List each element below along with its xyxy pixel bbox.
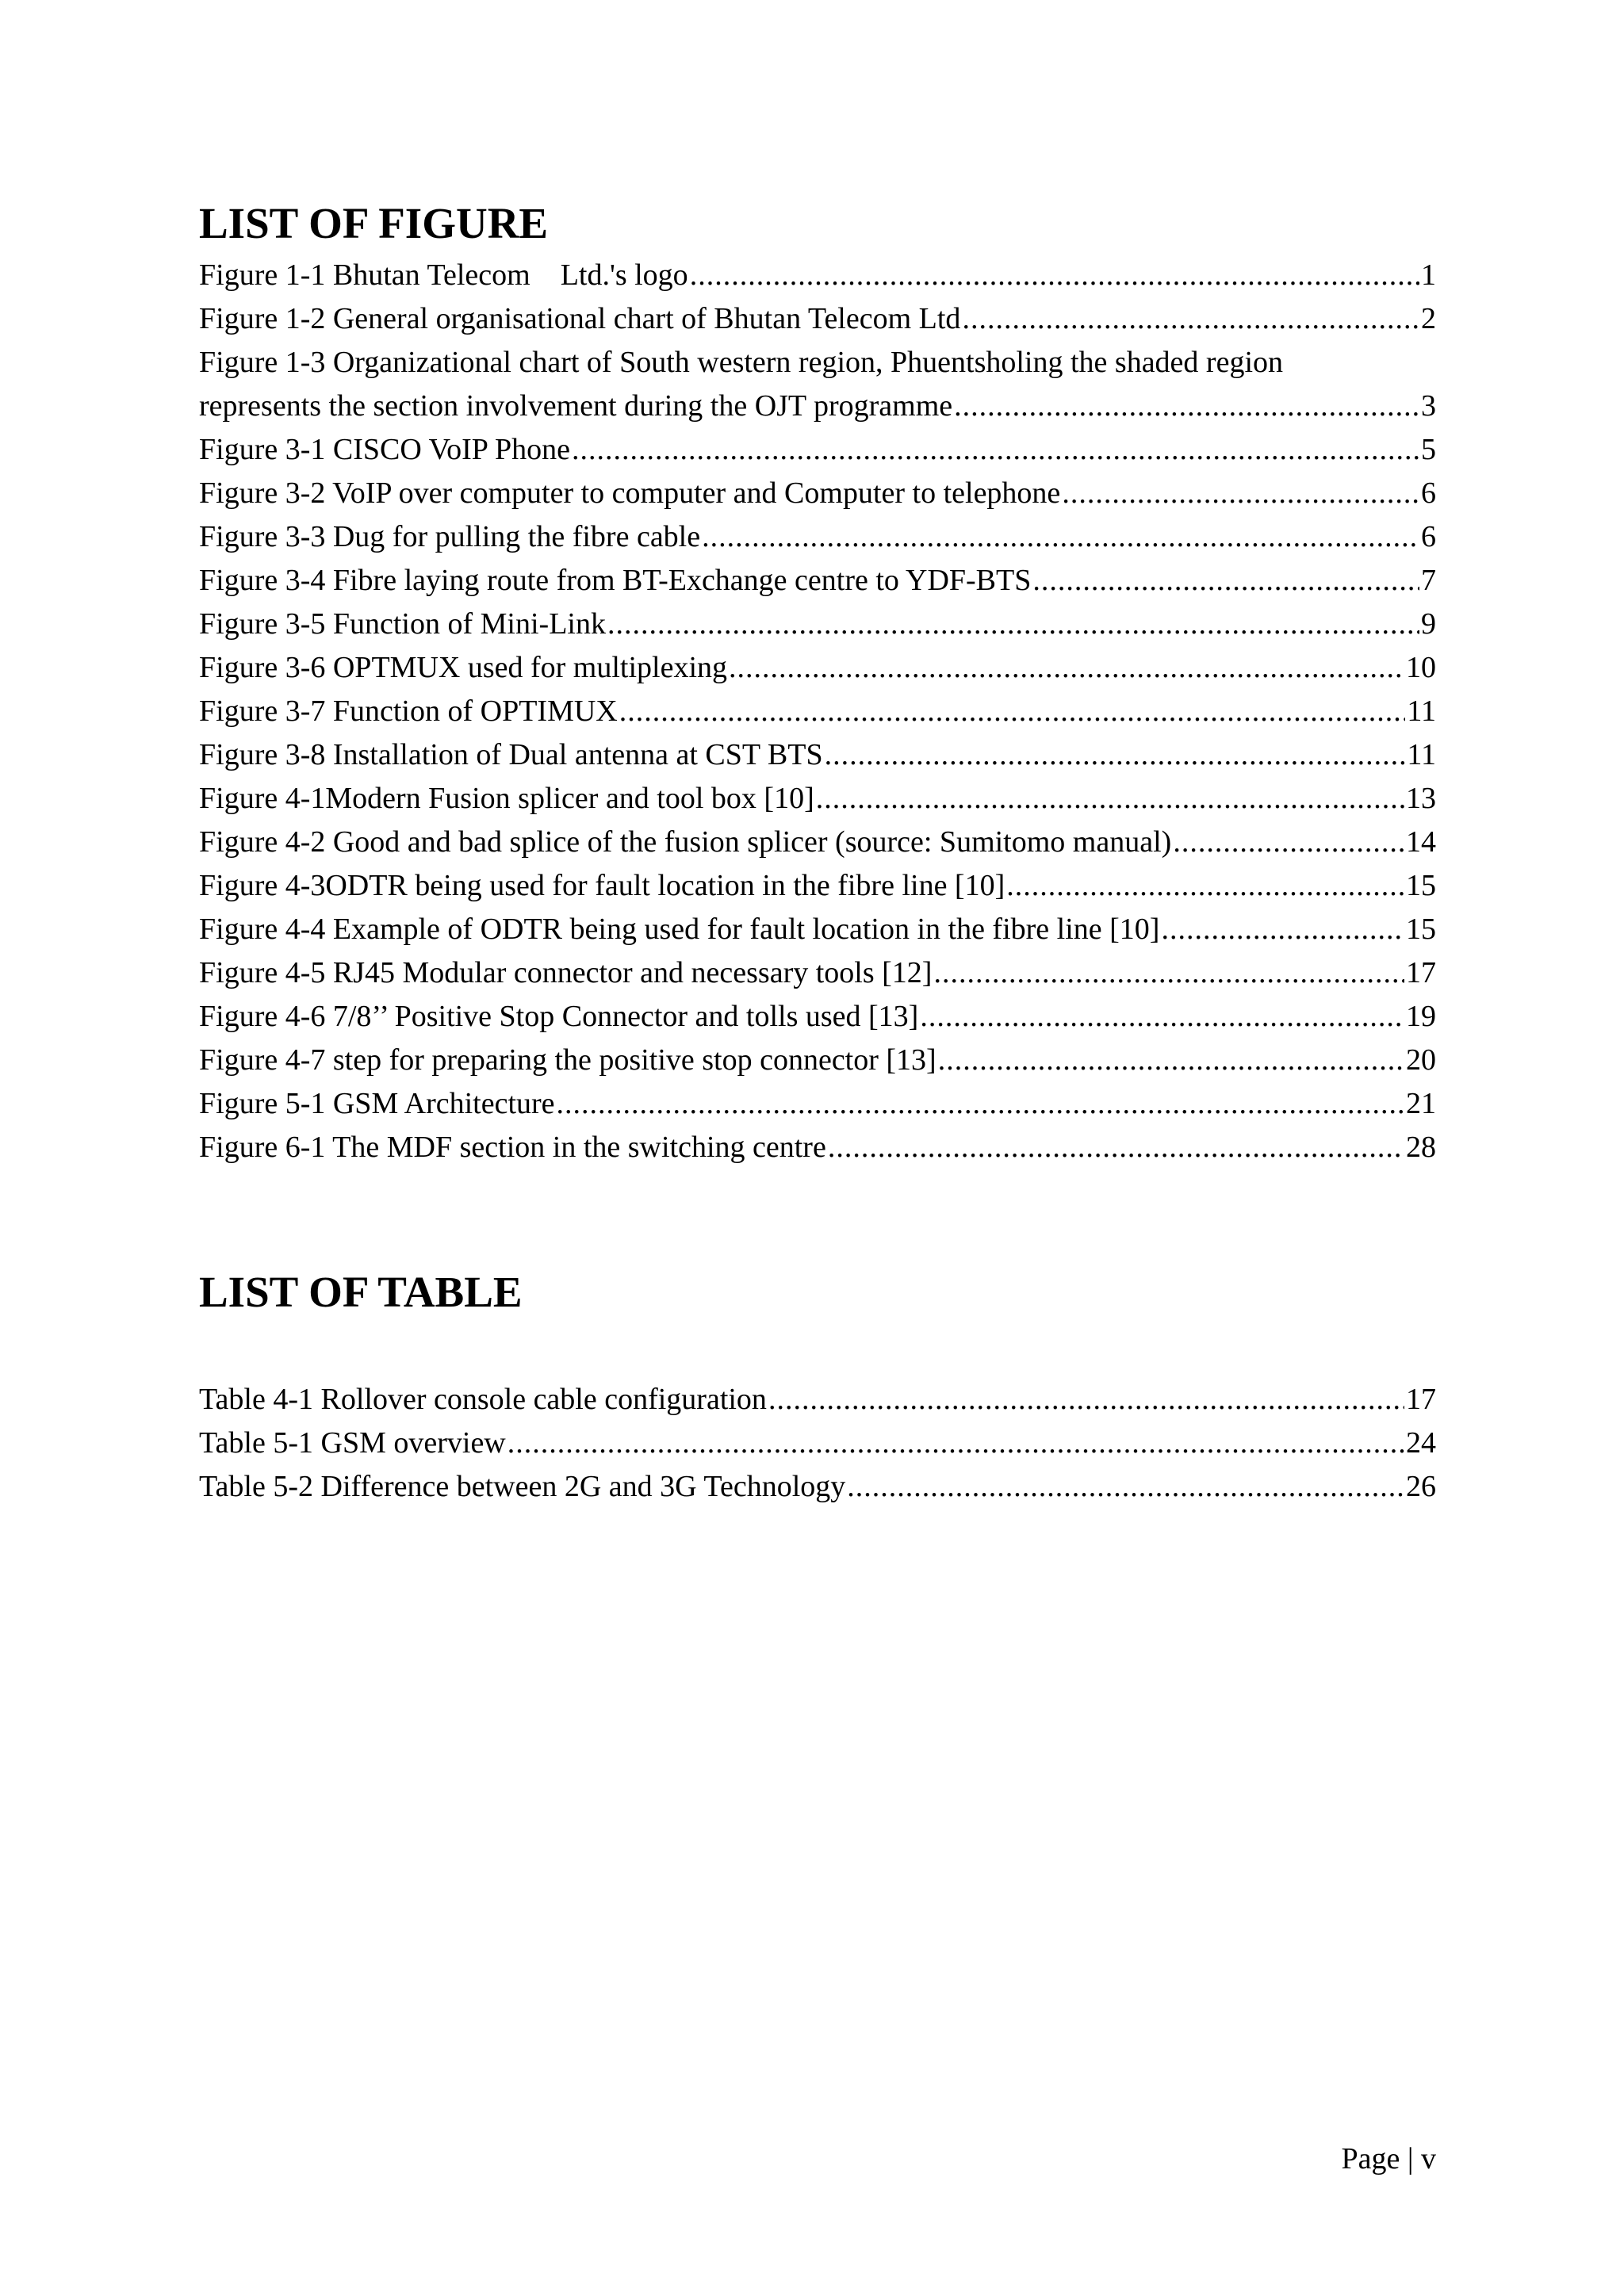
- figure-entry-title: Figure 4-1Modern Fusion splicer and tool box [10]: [199, 782, 814, 815]
- dot-leader: [825, 733, 1406, 777]
- figure-entry[interactable]: [199, 297, 1436, 341]
- figure-entry[interactable]: [199, 254, 1436, 297]
- figure-entry-page: 21: [1406, 1087, 1436, 1120]
- figure-entry-page: 2: [1421, 302, 1436, 335]
- figure-entry-title: Figure 3-2 VoIP over computer to computer and Computer to telephone: [199, 476, 1061, 510]
- document-page: [199, 0, 1436, 2296]
- dot-leader: [690, 254, 1419, 297]
- figure-entry-page: 15: [1406, 913, 1436, 946]
- figure-entry[interactable]: [199, 864, 1436, 908]
- figure-entry[interactable]: [199, 1082, 1436, 1126]
- dot-leader: [847, 1465, 1404, 1509]
- figure-entry[interactable]: [199, 995, 1436, 1039]
- figure-entry-page: 19: [1406, 1000, 1436, 1033]
- figure-entry-page: 14: [1406, 825, 1436, 859]
- figure-entry[interactable]: [199, 951, 1436, 995]
- figure-entry[interactable]: [199, 428, 1436, 472]
- table-entry[interactable]: [199, 1378, 1436, 1422]
- list-of-figures-heading: LIST OF FIGURE: [199, 199, 549, 247]
- table-entry-title: Table 5-1 GSM overview: [199, 1426, 506, 1460]
- figure-entry-title: Figure 4-3ODTR being used for fault location in the fibre line [10]: [199, 869, 1005, 902]
- table-entry-title: Table 4-1 Rollover console cable configuration: [199, 1383, 767, 1416]
- figure-entry-page: 6: [1421, 476, 1436, 510]
- figure-entry-title: Figure 4-4 Example of ODTR being used for fault location in the fibre line [10]: [199, 913, 1160, 946]
- figure-entry-page: 28: [1406, 1131, 1436, 1164]
- figure-entry[interactable]: [199, 1126, 1436, 1169]
- dot-leader: [729, 646, 1404, 690]
- dot-leader: [816, 777, 1404, 821]
- table-entry[interactable]: [199, 1422, 1436, 1465]
- dot-leader: [962, 297, 1419, 341]
- figure-entry-title: Figure 6-1 The MDF section in the switching centre: [199, 1131, 826, 1164]
- dot-leader: [768, 1378, 1404, 1422]
- figure-entry-title-line1: Figure 1-3 Organizational chart of South western region, Phuentsholing the shaded region: [199, 346, 1283, 379]
- list-of-tables-heading: LIST OF TABLE: [199, 1268, 523, 1316]
- dot-leader: [1173, 821, 1404, 864]
- figure-entry[interactable]: [199, 821, 1436, 864]
- page-number-footer: Page | v: [1341, 2142, 1436, 2175]
- figure-entry-title: Figure 3-1 CISCO VoIP Phone: [199, 433, 571, 466]
- figure-entry-title: Figure 4-5 RJ45 Modular connector and necessary tools [12]: [199, 956, 933, 989]
- figure-entry[interactable]: [199, 603, 1436, 646]
- figure-entry-title: Figure 3-6 OPTMUX used for multiplexing: [199, 651, 728, 684]
- figure-entry[interactable]: [199, 1039, 1436, 1082]
- figure-entry-page: 15: [1406, 869, 1436, 902]
- figure-entry-title: Figure 3-7 Function of OPTIMUX: [199, 695, 618, 728]
- figure-entry-page: 20: [1406, 1043, 1436, 1077]
- figure-entry-page: 9: [1421, 607, 1436, 641]
- figure-entry-page: 11: [1407, 695, 1436, 728]
- figure-entry-title: Figure 1-1 Bhutan Telecom Ltd.'s logo: [199, 258, 688, 292]
- table-entry-page: 26: [1406, 1470, 1436, 1503]
- figure-entry-page: 7: [1421, 564, 1436, 597]
- figure-entry[interactable]: [199, 733, 1436, 777]
- dot-leader: [828, 1126, 1404, 1169]
- dot-leader: [557, 1082, 1404, 1126]
- figure-entry[interactable]: [199, 690, 1436, 733]
- figure-entry-title-line2: represents the section involvement during the OJT programme: [199, 389, 953, 423]
- dot-leader: [933, 951, 1404, 995]
- figure-entry-page: 10: [1406, 651, 1436, 684]
- dot-leader: [938, 1039, 1404, 1082]
- figure-entry[interactable]: [199, 559, 1436, 603]
- dot-leader: [954, 385, 1419, 428]
- figure-entry-page: 13: [1406, 782, 1436, 815]
- figure-entry[interactable]: [199, 646, 1436, 690]
- figure-entry[interactable]: [199, 341, 1436, 428]
- figure-entry-title: Figure 3-4 Fibre laying route from BT-Exchange centre to YDF-BTS: [199, 564, 1032, 597]
- figure-entry-page: 5: [1421, 433, 1436, 466]
- figure-entry-page: 1: [1421, 258, 1436, 292]
- figure-entry-title: Figure 3-5 Function of Mini-Link: [199, 607, 606, 641]
- list-of-figures: [199, 254, 1436, 1169]
- table-entry-title: Table 5-2 Difference between 2G and 3G Technology: [199, 1470, 846, 1503]
- table-entry-page: 24: [1406, 1426, 1436, 1460]
- figure-entry-title: Figure 5-1 GSM Architecture: [199, 1087, 555, 1120]
- dot-leader: [1006, 864, 1404, 908]
- dot-leader: [607, 603, 1419, 646]
- dot-leader: [1062, 472, 1419, 515]
- dot-leader: [1161, 908, 1404, 951]
- list-of-tables: [199, 1378, 1436, 1509]
- dot-leader: [920, 995, 1404, 1039]
- figure-entry-title: Figure 4-2 Good and bad splice of the fusion splicer (source: Sumitomo manual): [199, 825, 1172, 859]
- figure-entry-title: Figure 3-8 Installation of Dual antenna at CST BTS: [199, 738, 823, 771]
- dot-leader: [702, 515, 1419, 559]
- figure-entry-title: Figure 3-3 Dug for pulling the fibre cable: [199, 520, 701, 553]
- figure-entry-second-line: [199, 385, 1436, 428]
- figure-entry-page: 17: [1406, 956, 1436, 989]
- figure-entry-page: 11: [1407, 738, 1436, 771]
- dot-leader: [619, 690, 1406, 733]
- figure-entry[interactable]: [199, 908, 1436, 951]
- dot-leader: [1032, 559, 1419, 603]
- figure-entry[interactable]: [199, 472, 1436, 515]
- dot-leader: [508, 1422, 1404, 1465]
- figure-entry[interactable]: [199, 515, 1436, 559]
- table-entry-page: 17: [1406, 1383, 1436, 1416]
- figure-entry[interactable]: [199, 777, 1436, 821]
- figure-entry-page: 6: [1421, 520, 1436, 553]
- figure-entry-title: Figure 4-6 7/8’’ Positive Stop Connector and tolls used [13]: [199, 1000, 919, 1033]
- figure-entry-title: Figure 1-2 General organisational chart of Bhutan Telecom Ltd: [199, 302, 961, 335]
- figure-entry-page: 3: [1421, 389, 1436, 423]
- figure-entry-title: Figure 4-7 step for preparing the positive stop connector [13]: [199, 1043, 936, 1077]
- dot-leader: [572, 428, 1419, 472]
- table-entry[interactable]: [199, 1465, 1436, 1509]
